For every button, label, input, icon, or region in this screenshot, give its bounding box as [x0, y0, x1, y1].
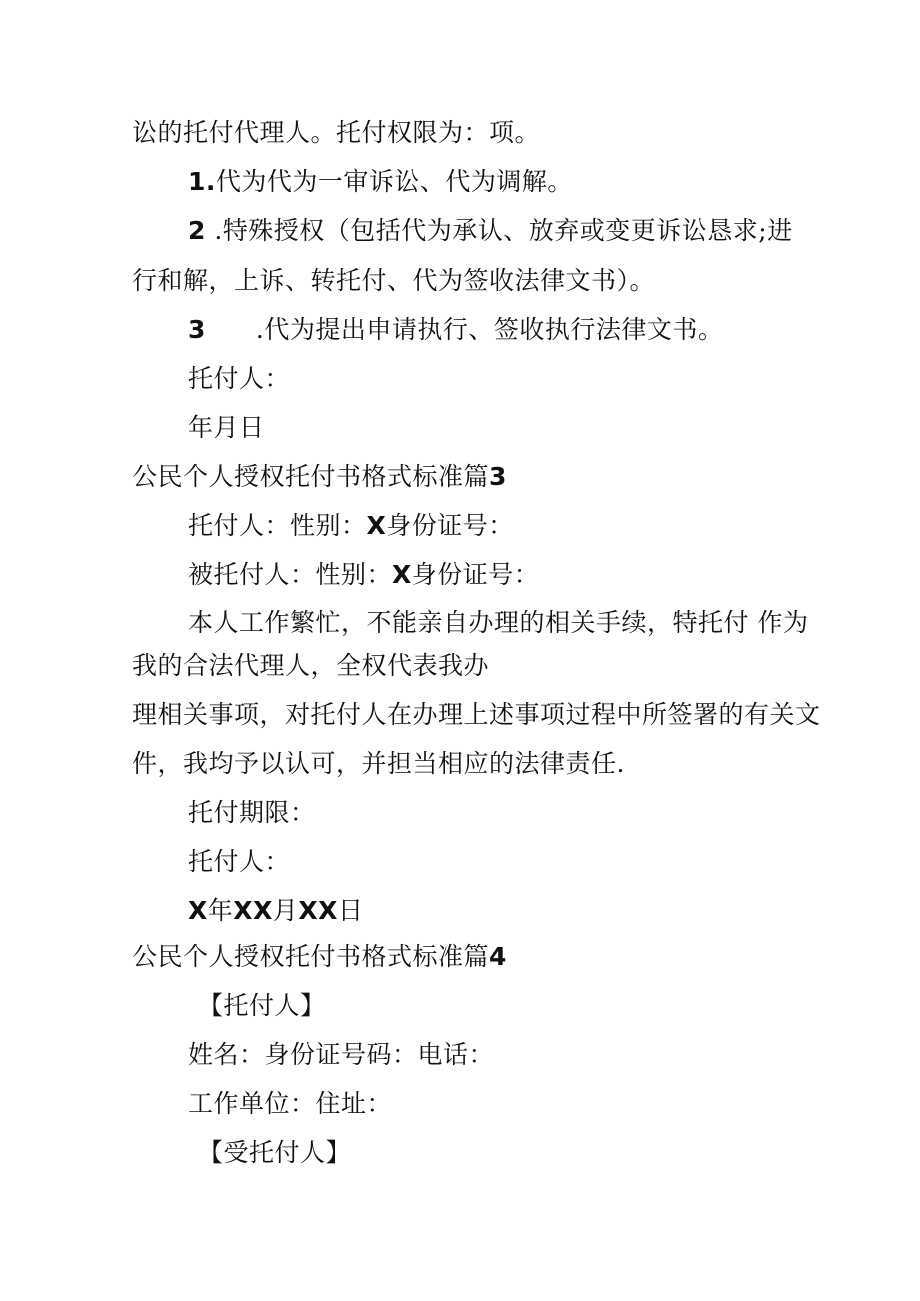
text-line: 托付期限：	[188, 798, 316, 827]
date-placeholder: XX	[298, 896, 338, 925]
text-line: 我的合法代理人，全权代表我办	[132, 651, 490, 680]
list-item-2	[188, 213, 793, 249]
heading-number: 4	[489, 942, 507, 971]
list-number: 1.	[188, 167, 216, 196]
text-line: 理相关事项，对托付人在办理上述事项过程中所签署的有关文	[132, 700, 821, 729]
list-number: 2	[188, 216, 206, 245]
date-placeholder: X	[188, 896, 208, 925]
date-unit: 月	[272, 896, 299, 925]
field-value: X	[366, 511, 387, 540]
section-heading	[132, 459, 507, 495]
list-text: .特殊授权（包括代为承认、放弃或变更诉讼恳求;进	[205, 216, 793, 245]
bracket-heading: 【受托付人】	[198, 1138, 352, 1167]
text-line: 讼的托付代理人。托付权限为：项。	[132, 118, 541, 147]
field-value: X	[392, 560, 412, 589]
field-label: 身份证号：	[411, 560, 540, 589]
list-text: 代为代为一审诉讼、代为调解。	[215, 167, 573, 196]
text-line: 件，我均予以认可，并担当相应的法律责任.	[132, 749, 625, 778]
date-line	[188, 893, 363, 929]
text-line: 本人工作繁忙，不能亲自办理的相关手续，特托付 作为	[188, 608, 809, 637]
field-label: 被托付人：性别：	[188, 560, 393, 589]
list-number: 3	[188, 315, 206, 344]
date-unit: 年	[207, 896, 234, 925]
text-line: 工作单位：住址：	[188, 1089, 393, 1118]
field-line	[188, 557, 539, 593]
date-unit: 日	[337, 896, 364, 925]
text-line: 托付人：	[188, 847, 291, 876]
field-label: 身份证号：	[386, 511, 514, 540]
bracket-heading: 【托付人】	[198, 991, 326, 1020]
field-label: 托付人：性别：	[188, 511, 367, 540]
heading-text: 公民个人授权托付书格式标准篇	[132, 942, 490, 971]
heading-text: 公民个人授权托付书格式标准篇	[132, 462, 490, 491]
list-text: .代为提出申请执行、签收执行法律文书。	[255, 315, 724, 344]
list-item-3	[188, 312, 723, 348]
date-placeholder: XX	[233, 896, 273, 925]
section-heading	[132, 939, 507, 975]
list-item-1	[188, 164, 573, 200]
text-line: 行和解，上诉、转托付、代为签收法律文书）。	[132, 266, 656, 295]
heading-number: 3	[489, 462, 507, 491]
text-line: 姓名：身份证号码：电话：	[188, 1040, 495, 1069]
text-line: 年月日	[188, 413, 265, 442]
text-line: 托付人：	[188, 364, 291, 393]
field-line	[188, 508, 514, 544]
